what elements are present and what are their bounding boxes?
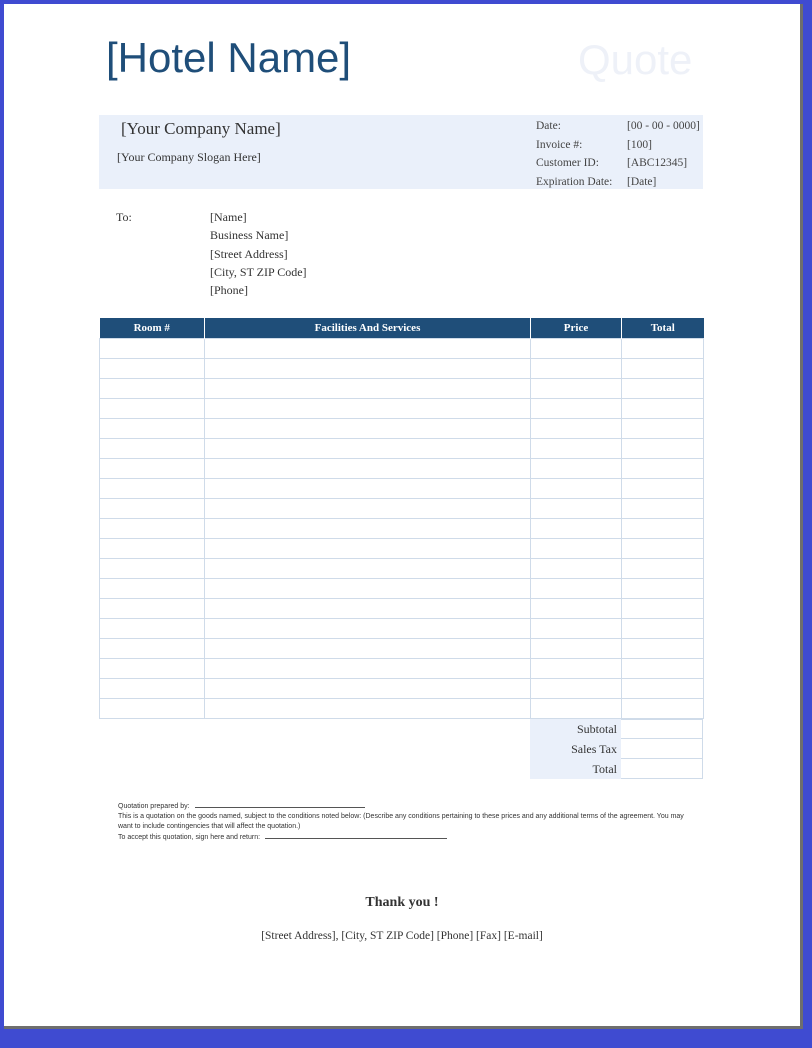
sales-tax-value[interactable] bbox=[621, 739, 703, 759]
total-cell[interactable] bbox=[622, 639, 704, 659]
conditions-line-2: want to include contingencies that will affect the quotation.) bbox=[118, 823, 301, 830]
recipient-address bbox=[210, 210, 307, 301]
prepared-by-signature-line[interactable] bbox=[195, 801, 365, 808]
column-header-price: Price bbox=[531, 318, 622, 339]
table-row bbox=[100, 399, 704, 419]
total-cell[interactable] bbox=[622, 499, 704, 519]
room-cell[interactable] bbox=[100, 559, 205, 579]
price-cell[interactable] bbox=[531, 379, 622, 399]
price-cell[interactable] bbox=[531, 339, 622, 359]
table-header-row bbox=[100, 318, 704, 339]
price-cell[interactable] bbox=[531, 639, 622, 659]
table-row bbox=[100, 699, 704, 719]
room-cell[interactable] bbox=[100, 519, 205, 539]
price-cell[interactable] bbox=[531, 599, 622, 619]
total-cell[interactable] bbox=[622, 399, 704, 419]
facilities-cell[interactable] bbox=[205, 359, 531, 379]
column-header-total: Total bbox=[622, 318, 704, 339]
price-cell[interactable] bbox=[531, 359, 622, 379]
prepared-by-label: Quotation prepared by: bbox=[118, 803, 190, 810]
room-cell[interactable] bbox=[100, 399, 205, 419]
recipient-business: Business Name] bbox=[210, 228, 289, 243]
facilities-cell[interactable] bbox=[205, 399, 531, 419]
company-name: [Your Company Name] bbox=[121, 119, 281, 138]
total-cell[interactable] bbox=[622, 379, 704, 399]
facilities-cell[interactable] bbox=[205, 539, 531, 559]
room-cell[interactable] bbox=[100, 539, 205, 559]
price-cell[interactable] bbox=[531, 539, 622, 559]
room-cell[interactable] bbox=[100, 639, 205, 659]
accept-signature-line[interactable] bbox=[265, 832, 447, 839]
table-row bbox=[100, 379, 704, 399]
facilities-cell[interactable] bbox=[205, 679, 531, 699]
table-row bbox=[100, 519, 704, 539]
facilities-cell[interactable] bbox=[205, 339, 531, 359]
facilities-cell[interactable] bbox=[205, 619, 531, 639]
company-slogan: [Your Company Slogan Here] bbox=[117, 150, 261, 164]
table-row bbox=[100, 459, 704, 479]
total-cell[interactable] bbox=[622, 539, 704, 559]
subtotal-value[interactable] bbox=[621, 719, 703, 739]
table-row bbox=[100, 639, 704, 659]
recipient-city: [City, ST ZIP Code] bbox=[210, 264, 307, 279]
quote-document bbox=[4, 4, 803, 1029]
facilities-cell[interactable] bbox=[205, 479, 531, 499]
facilities-cell[interactable] bbox=[205, 519, 531, 539]
hotel-name-title: [Hotel Name] bbox=[106, 34, 352, 81]
quote-watermark-title: Quote bbox=[578, 36, 693, 83]
price-cell[interactable] bbox=[531, 479, 622, 499]
price-cell[interactable] bbox=[531, 439, 622, 459]
table-row bbox=[100, 539, 704, 559]
accept-label: To accept this quotation, sign here and return: bbox=[118, 834, 261, 841]
table-row bbox=[100, 439, 704, 459]
room-cell[interactable] bbox=[100, 339, 205, 359]
price-cell[interactable] bbox=[531, 499, 622, 519]
recipient-name: [Name] bbox=[210, 210, 247, 224]
room-cell[interactable] bbox=[100, 459, 205, 479]
facilities-cell[interactable] bbox=[205, 439, 531, 459]
column-header-room: Room # bbox=[100, 318, 205, 339]
total-cell[interactable] bbox=[622, 559, 704, 579]
total-cell[interactable] bbox=[622, 519, 704, 539]
facilities-cell[interactable] bbox=[205, 659, 531, 679]
room-cell[interactable] bbox=[100, 619, 205, 639]
line-items-body bbox=[100, 339, 704, 719]
room-cell[interactable] bbox=[100, 439, 205, 459]
total-cell[interactable] bbox=[622, 679, 704, 699]
table-row bbox=[100, 499, 704, 519]
footer-contact-info: [Street Address], [City, ST ZIP Code] [Phone] [Fax] [E-mail] bbox=[261, 930, 543, 942]
total-cell[interactable] bbox=[622, 699, 704, 719]
meta-value: [ABC12345] bbox=[627, 157, 688, 170]
table-row bbox=[100, 419, 704, 439]
table-row bbox=[100, 559, 704, 579]
meta-value: [Date] bbox=[627, 175, 657, 188]
room-cell[interactable] bbox=[100, 599, 205, 619]
prepared-by-line bbox=[118, 801, 718, 812]
total-cell[interactable] bbox=[622, 439, 704, 459]
column-header-facilities: Facilities And Services bbox=[205, 318, 531, 339]
sales-tax-label: Sales Tax bbox=[530, 739, 621, 759]
table-row bbox=[100, 599, 704, 619]
room-cell[interactable] bbox=[100, 379, 205, 399]
room-cell[interactable] bbox=[100, 659, 205, 679]
table-row bbox=[100, 679, 704, 699]
facilities-cell[interactable] bbox=[205, 379, 531, 399]
total-cell[interactable] bbox=[622, 599, 704, 619]
total-cell[interactable] bbox=[622, 359, 704, 379]
price-cell[interactable] bbox=[531, 619, 622, 639]
accept-line bbox=[118, 832, 718, 843]
price-cell[interactable] bbox=[531, 419, 622, 439]
room-cell[interactable] bbox=[100, 359, 205, 379]
table-row bbox=[100, 339, 704, 359]
room-cell[interactable] bbox=[100, 699, 205, 719]
meta-label: Expiration Date: bbox=[536, 175, 613, 188]
line-items-table bbox=[99, 318, 704, 719]
table-row bbox=[100, 479, 704, 499]
room-cell[interactable] bbox=[100, 679, 205, 699]
price-cell[interactable] bbox=[531, 459, 622, 479]
room-cell[interactable] bbox=[100, 499, 205, 519]
facilities-cell[interactable] bbox=[205, 499, 531, 519]
price-cell[interactable] bbox=[531, 699, 622, 719]
price-cell[interactable] bbox=[531, 579, 622, 599]
table-row bbox=[100, 619, 704, 639]
price-cell[interactable] bbox=[531, 659, 622, 679]
recipient-phone: [Phone] bbox=[210, 283, 248, 298]
recipient-label: To: bbox=[116, 210, 132, 224]
facilities-cell[interactable] bbox=[205, 559, 531, 579]
total-cell[interactable] bbox=[622, 339, 704, 359]
price-cell[interactable] bbox=[531, 399, 622, 419]
facilities-cell[interactable] bbox=[205, 599, 531, 619]
thank-you-message: Thank you ! bbox=[365, 895, 439, 910]
meta-label: Customer ID: bbox=[536, 157, 599, 170]
total-cell[interactable] bbox=[622, 619, 704, 639]
total-cell[interactable] bbox=[622, 659, 704, 679]
total-value[interactable] bbox=[621, 759, 703, 779]
conditions-line-1: This is a quotation on the goods named, subject to the conditions noted below: (Describe any conditions pertaining to these prices and any additional terms of the agreement. You may bbox=[118, 813, 684, 820]
meta-label: Invoice #: bbox=[536, 138, 583, 151]
facilities-cell[interactable] bbox=[205, 639, 531, 659]
room-cell[interactable] bbox=[100, 419, 205, 439]
table-row bbox=[100, 659, 704, 679]
table-row bbox=[100, 359, 704, 379]
price-cell[interactable] bbox=[531, 519, 622, 539]
total-cell[interactable] bbox=[622, 479, 704, 499]
facilities-cell[interactable] bbox=[205, 579, 531, 599]
meta-value: [100] bbox=[627, 138, 652, 151]
company-info-band bbox=[99, 115, 703, 189]
total-cell[interactable] bbox=[622, 579, 704, 599]
facilities-cell[interactable] bbox=[205, 419, 531, 439]
recipient-street: [Street Address] bbox=[210, 246, 288, 261]
price-cell[interactable] bbox=[531, 559, 622, 579]
total-cell[interactable] bbox=[622, 419, 704, 439]
facilities-cell[interactable] bbox=[205, 699, 531, 719]
total-label: Total bbox=[530, 759, 621, 779]
meta-label: Date: bbox=[536, 120, 561, 132]
room-cell[interactable] bbox=[100, 479, 205, 499]
room-cell[interactable] bbox=[100, 579, 205, 599]
facilities-cell[interactable] bbox=[205, 459, 531, 479]
table-row bbox=[100, 579, 704, 599]
terms-block bbox=[118, 801, 718, 843]
meta-value: [00 - 00 - 0000] bbox=[627, 120, 700, 132]
total-cell[interactable] bbox=[622, 459, 704, 479]
price-cell[interactable] bbox=[531, 679, 622, 699]
subtotal-label: Subtotal bbox=[530, 719, 621, 739]
